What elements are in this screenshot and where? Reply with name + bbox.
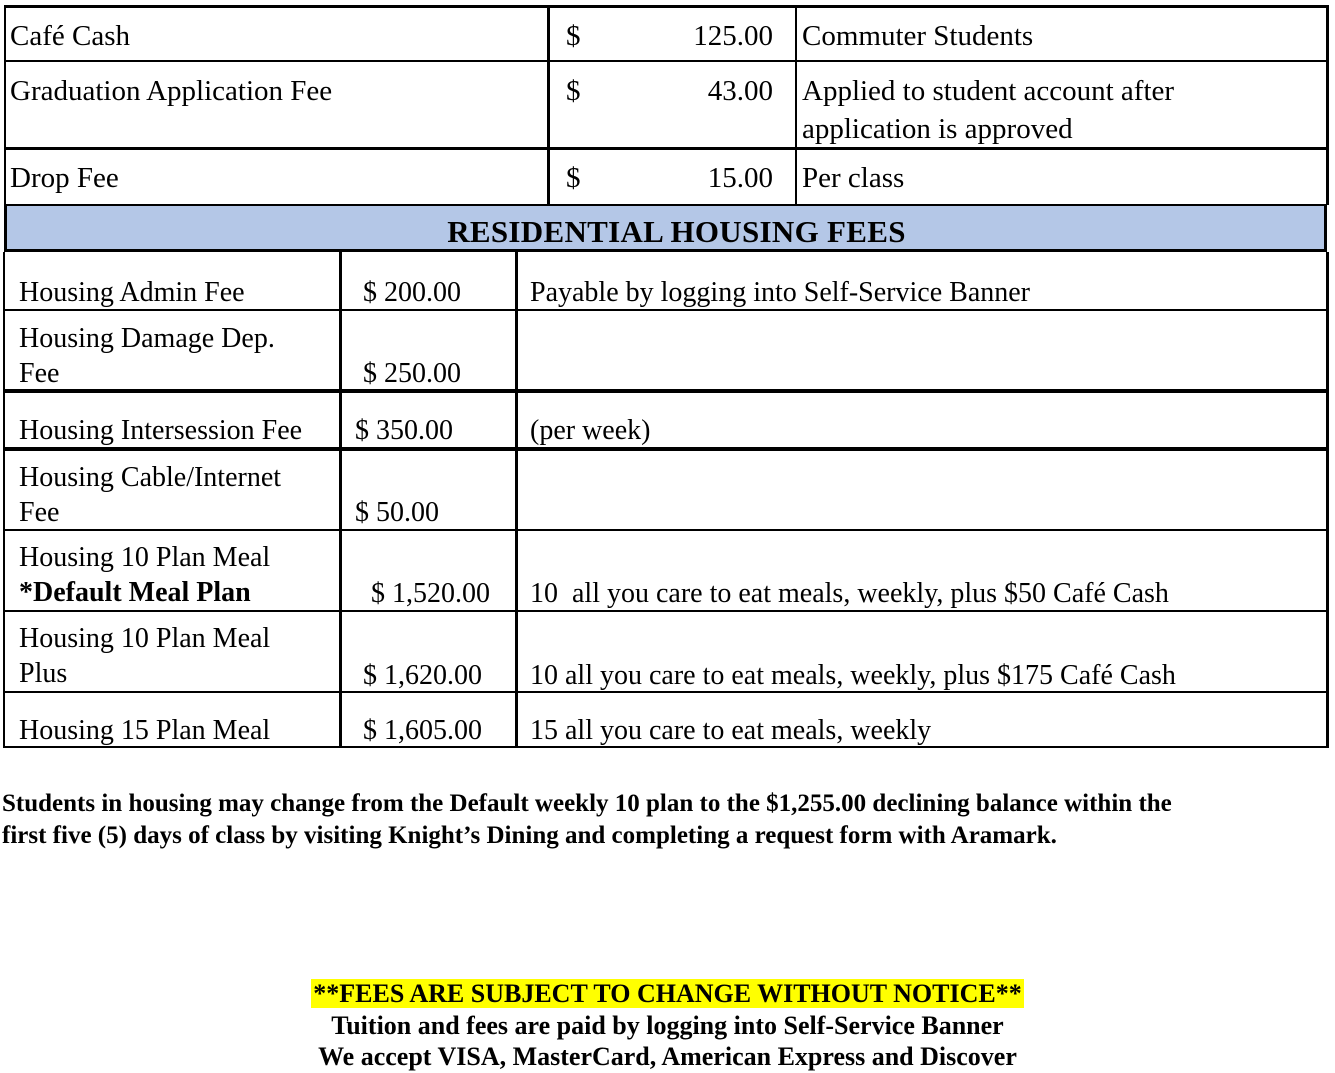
table-border-top xyxy=(4,5,1328,8)
housing-fee-note: 15 all you care to eat meals, weekly xyxy=(530,715,932,746)
fee-note-continued: application is approved xyxy=(802,113,1073,145)
housing-fee-name: Housing Damage Dep. xyxy=(19,323,275,354)
housing-fee-note: (per week) xyxy=(530,415,651,446)
section-title: RESIDENTIAL HOUSING FEES xyxy=(447,214,906,249)
housing-fee-name-continued: Fee xyxy=(19,358,60,389)
fee-amount: 125.00 xyxy=(693,20,773,52)
currency-symbol: $ xyxy=(566,162,581,194)
housing-fee-amount: $ 1,520.00 xyxy=(371,578,490,609)
notice-line: first five (5) days of class by visiting Knight’s Dining and completing a request form with Aramark. xyxy=(2,822,1057,849)
table-border-left xyxy=(3,252,5,748)
fee-name: Café Cash xyxy=(10,20,130,52)
column-divider xyxy=(547,5,550,205)
housing-fee-amount: $ 1,620.00 xyxy=(363,660,482,691)
column-divider xyxy=(795,5,797,205)
fee-name: Drop Fee xyxy=(10,162,119,194)
fee-note: Applied to student account after xyxy=(802,75,1175,107)
row-divider xyxy=(4,147,1328,150)
housing-fee-amount: $ 250.00 xyxy=(363,358,461,389)
fee-note: Per class xyxy=(802,162,905,194)
default-plan-label: *Default Meal Plan xyxy=(19,577,251,608)
housing-fee-amount: $ 200.00 xyxy=(363,277,461,308)
housing-fee-note: Payable by logging into Self-Service Banner xyxy=(530,277,1030,308)
housing-fee-name-continued: Fee xyxy=(19,497,60,528)
fee-amount: 15.00 xyxy=(707,162,773,194)
housing-fee-amount: $ 50.00 xyxy=(355,497,439,528)
housing-section-header xyxy=(4,204,1327,252)
column-divider xyxy=(339,252,342,748)
notice-line: Students in housing may change from the Default weekly 10 plan to the $1,255.00 declining balance within the xyxy=(2,790,1172,817)
meal-plan-notice xyxy=(2,788,1332,852)
housing-fee-amount: $ 1,605.00 xyxy=(363,715,482,746)
currency-symbol: $ xyxy=(566,20,581,52)
table-border-left xyxy=(4,5,6,205)
housing-fee-name: Housing Intersession Fee xyxy=(19,415,303,446)
currency-symbol: $ xyxy=(566,75,581,107)
row-divider xyxy=(3,389,1329,393)
housing-fee-note: 10 all you care to eat meals, weekly, plus $50 Café Cash xyxy=(530,578,1169,609)
table-border-right xyxy=(1326,252,1329,748)
row-divider xyxy=(3,529,1329,531)
housing-fee-name-continued: Plus xyxy=(19,658,68,689)
accepted-cards: We accept VISA, MasterCard, American Express and Discover xyxy=(318,1042,1017,1071)
housing-fee-name: Housing 15 Plan Meal xyxy=(19,715,271,746)
highlighted-warning: **FEES ARE SUBJECT TO CHANGE WITHOUT NOTICE** xyxy=(313,979,1022,1008)
row-divider xyxy=(4,60,1328,62)
housing-fee-name: Housing Admin Fee xyxy=(19,277,245,308)
housing-fee-note: 10 all you care to eat meals, weekly, plus $175 Café Cash xyxy=(530,660,1176,691)
housing-fee-name: Housing 10 Plan Meal xyxy=(19,623,271,654)
fee-amount: 43.00 xyxy=(707,75,773,107)
housing-fee-amount: $ 350.00 xyxy=(355,415,453,446)
fee-note: Commuter Students xyxy=(802,20,1034,52)
housing-fee-name: Housing Cable/Internet xyxy=(19,462,282,493)
housing-fee-name: Housing 10 Plan Meal xyxy=(19,542,271,573)
fees-change-warning xyxy=(0,978,1335,1009)
column-divider xyxy=(515,252,518,748)
fee-name: Graduation Application Fee xyxy=(10,75,333,107)
table-border-right xyxy=(1326,5,1329,205)
payment-info: Tuition and fees are paid by logging into Self-Service Banner xyxy=(331,1011,1004,1040)
